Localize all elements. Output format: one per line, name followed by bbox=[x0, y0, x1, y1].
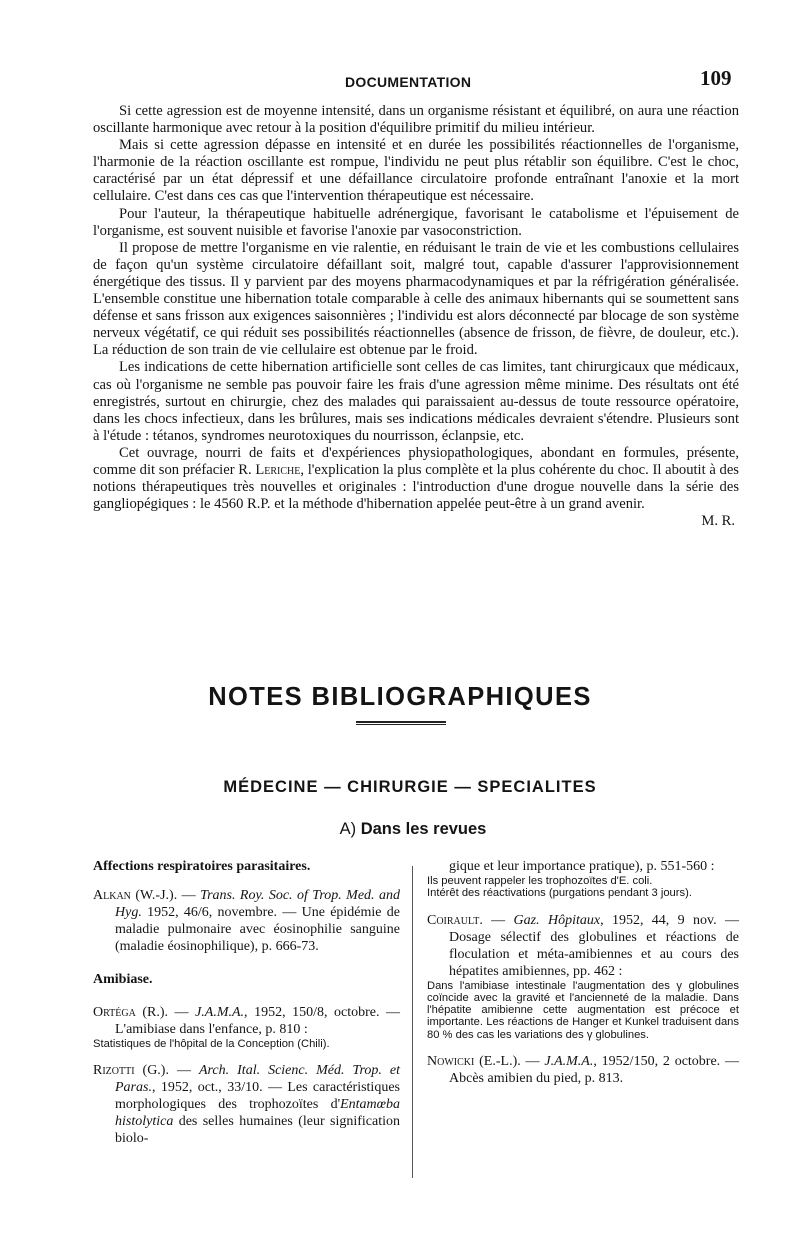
review-signature: M. R. bbox=[701, 513, 735, 530]
left-column bbox=[93, 858, 400, 1147]
entry-genus: Entamœba histolytica bbox=[115, 1097, 400, 1130]
review-paragraph: Les indications de cette hibernation artificielle sont celles de cas limites, tant chirurgicaux que médicaux, cas où l'organisme ne semble pas pouvoir faire les frais d'une agression même minime. Des résultats ont été enregistrés, surtout en chirurgie, chez des malades qui paraissaient au-dessus de toute ressource opératoire, dans les chocs infectieux, dans les brûlures, mais ses indications médicales devraient s'étendre. Plusieurs sont à l'étude : tétanos, syndromes neurotoxiques du nourrisson, éclanpsie, etc. bbox=[93, 359, 739, 444]
entry-author-initials: (R.). — bbox=[135, 1005, 196, 1020]
title-underline bbox=[356, 721, 446, 725]
entry-details: , 1952, 44, 9 nov. — Dosage sélectif des globulines et réactions de floculation et méta-amibiennes et au cours des hépatites amibiennes, pp. 462 : bbox=[449, 912, 739, 979]
entry-details: , 1952, 150/8, octobre. — L'amibiase dans l'enfance, p. 810 : bbox=[115, 1005, 400, 1037]
book-review bbox=[93, 103, 739, 530]
entry-author-initials: (E.-L.). — bbox=[474, 1054, 545, 1070]
bibliographic-entry bbox=[427, 912, 739, 980]
section-title: NOTES BIBLIOGRAPHIQUES bbox=[208, 683, 592, 711]
entry-details: , 1952, oct., 33/10. — Les caractéristiques morphologiques des trophozoïtes d' bbox=[115, 1080, 400, 1113]
bibliographic-entry bbox=[93, 1004, 400, 1038]
entry-details: des selles humaines (leur signification biolo- bbox=[115, 1114, 400, 1147]
entry-author: Rizotti bbox=[93, 1063, 135, 1079]
subject-title: MÉDECINE — CHIRURGIE — SPECIALITES bbox=[223, 778, 597, 796]
bibliographic-entry bbox=[427, 1053, 739, 1087]
prefacer-name: Leriche bbox=[255, 461, 301, 478]
entry-journal: Trans. Roy. Soc. of Trop. Med. and Hyg. bbox=[115, 888, 400, 920]
entry-author-initials: . — bbox=[479, 912, 514, 928]
review-text: Cet ouvrage, nourri de faits et d'expériences physiopathologiques, abondant en formules, présente, comme dit son préfacier R. bbox=[93, 444, 739, 478]
entry-details: , 1952/150, 2 octobre. — Abcès amibien du pied, p. 813. bbox=[449, 1054, 739, 1087]
entry-note: Statistiques de l'hôpital de la Conception (Chili). bbox=[93, 1038, 330, 1050]
review-paragraph: Mais si cette agression dépasse en intensité et en durée les possibilités réactionnelles de l'organisme, l'harmonie de la réaction oscillante est rompue, l'individu ne peut plus rétablir son équilibre. C'est le choc, caractérisé par un état dépressif et une défaillance circulatoire profonde entraînant l'anoxie et la mort cellulaire. C'est dans ces cas que l'intervention thérapeutique est nécessaire. bbox=[93, 137, 739, 205]
right-column bbox=[427, 858, 739, 1087]
entry-author: Ortéga bbox=[93, 1005, 136, 1020]
entry-note: Intérêt des réactivations (purgations pendant 3 jours). bbox=[427, 887, 692, 900]
entry-journal: Arch. Ital. Scienc. Méd. Trop. et Paras. bbox=[115, 1063, 400, 1096]
review-text: , l'explication la plus complète et la plus cohérente du choc. Il aboutit à des notions thérapeutiques très nouvelles et originales : l'introduction d'une drogue nouvelle dans la série des gangliopégiques : le 4560 R.P. et la méthode d'hibernation appelée peut-être à un grand avenir. bbox=[93, 461, 739, 513]
entry-journal: J.A.M.A. bbox=[544, 1054, 594, 1070]
bibliographic-entry bbox=[93, 887, 400, 955]
subsection-title bbox=[0, 820, 800, 839]
entry-details: 1952, 46/6, novembre. — Une épidémie de maladie pulmonaire avec éosinophilie sanguine (maladie éosinophilique), p. 666-73. bbox=[115, 905, 400, 954]
review-paragraph: Il propose de mettre l'organisme en vie ralentie, en réduisant le train de vie et les combustions cellulaires de façon qu'un système circulatoire défaillant soit, malgré tout, capable d'assurer l'approvisionnement énergétique des tissus. Il y parvient par des moyens pharmacodynamiques et par la réfrigération généralisée. L'ensemble constitue une hibernation totale comparable à celle des animaux hibernants qui se soumettent sans défense et sans frisson aux exigences saisonnières ; l'individu est alors déconnecté par blocage de son système nerveux végétatif, ce qui réduit ses possibilités réactionnelles (absence de frisson, de fièvre, de douleur, etc.). La réduction de son train de vie cellulaire est obtenue par le froid. bbox=[93, 239, 739, 359]
entry-note: Dans l'amibiase intestinale l'augmentation des γ globulines coïncide avec la gravité et l'ancienneté de la maladie. Dans l'hépatite amibienne cette augmentation est précoce et importante. Les réactions de Hanger et Kunkel traduisent dans 80 % des cas les variations des γ globulines. bbox=[427, 979, 739, 1041]
column-divider bbox=[412, 866, 413, 1178]
rubric-heading: Amibiase. bbox=[93, 972, 153, 987]
entry-author-initials: (G.). — bbox=[134, 1063, 199, 1079]
review-paragraph bbox=[93, 445, 739, 513]
page-number: 109 bbox=[700, 66, 732, 90]
rubric-heading: Affections respiratoires parasitaires. bbox=[93, 859, 311, 874]
entry-journal: Gaz. Hôpitaux bbox=[513, 912, 601, 928]
entry-journal: J.A.M.A. bbox=[195, 1005, 245, 1020]
review-paragraph: Pour l'auteur, la thérapeutique habituelle adrénergique, favorisant le catabolisme et l'épuisement de l'organisme, est souvent nuisible et favorise l'anoxie par vasoconstriction. bbox=[93, 205, 739, 239]
entry-note: Ils peuvent rappeler les trophozoïtes d'E. coli. bbox=[427, 875, 653, 887]
subsection-label: Dans les revues bbox=[360, 820, 487, 838]
entry-author: Coirault bbox=[427, 912, 480, 928]
running-title: DOCUMENTATION bbox=[345, 74, 472, 90]
entry-continuation: gique et leur importance pratique), p. 551-560 : bbox=[449, 859, 715, 874]
subsection-prefix: A) bbox=[339, 820, 357, 838]
entry-author-initials: (W.-J.). — bbox=[130, 888, 201, 903]
entry-author: Nowicki bbox=[427, 1054, 475, 1070]
bibliographic-entry bbox=[93, 1062, 400, 1147]
review-paragraph: Si cette agression est de moyenne intensité, dans un organisme résistant et équilibré, on aura une réaction oscillante harmonique avec retour à la position d'équilibre primitif du milieu intérieur. bbox=[93, 103, 739, 137]
entry-author: Alkan bbox=[93, 888, 131, 903]
